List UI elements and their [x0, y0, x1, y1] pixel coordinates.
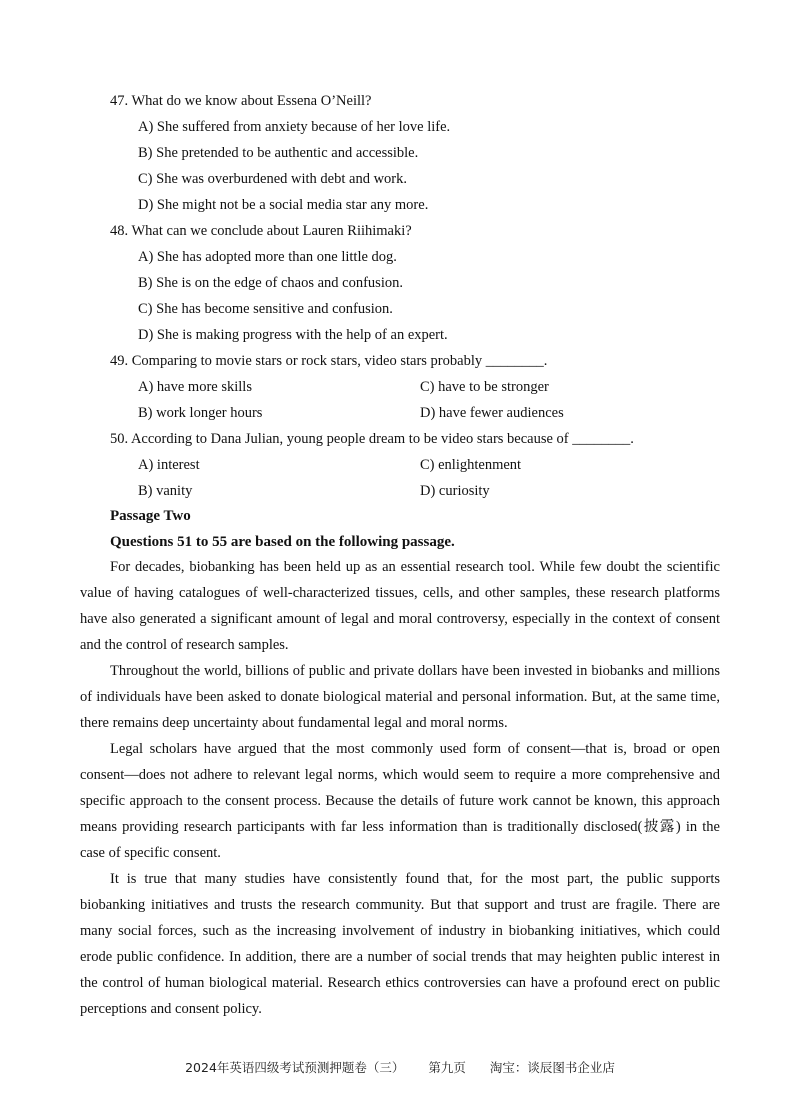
passage-paragraph-2	[80, 658, 720, 736]
passage-paragraph-4-text: It is true that many studies have consistently found that, for the most part, the public supports biobanking initiatives and trusts the research community. But that support and trust are fragile. There are many social forces, such as the increasing involvement of industry in biobanking initiatives, which could erode public confidence. In addition, there are a number of social trends that may heighten public interest in the control of human biological material. Research ethics controversies can have a profound erect on public perceptions and consent policy.	[80, 871, 720, 1017]
question-48-option-b: B) She is on the edge of chaos and confusion.	[138, 275, 403, 291]
question-47-option-d: D) She might not be a social media star any more.	[138, 197, 429, 213]
question-47-option-b: B) She pretended to be authentic and accessible.	[138, 145, 419, 161]
question-50-option-a: A) interest	[138, 457, 200, 473]
question-48-option-c: C) She has become sensitive and confusion.	[138, 301, 393, 317]
passage-paragraph-1	[80, 554, 720, 658]
page-footer	[0, 1058, 800, 1076]
question-49-option-a: A) have more skills	[138, 379, 252, 395]
question-49-option-b: B) work longer hours	[138, 405, 263, 421]
question-50-option-b: B) vanity	[138, 483, 193, 499]
passage-title: Passage Two	[110, 508, 191, 524]
question-48-option-d: D) She is making progress with the help of an expert.	[138, 327, 448, 343]
footer-title: 2024年英语四级考试预测押题卷（三）	[185, 1060, 405, 1075]
passage-paragraph-3	[80, 736, 720, 866]
passage-paragraph-1-text: For decades, biobanking has been held up as an essential research tool. While few doubt the scientific value of having catalogues of well-characterized tissues, cells, and other samples, these research platforms have also generated a significant amount of legal and moral controversy, especially in the context of consent and the control of research samples.	[80, 559, 720, 653]
question-50-stem: 50. According to Dana Julian, young people dream to be video stars because of ________.	[110, 431, 634, 447]
passage-paragraph-2-text: Throughout the world, billions of public and private dollars have been invested in biobanks and millions of individuals have been asked to donate biological material and personal information. But, at the same time, there remains deep uncertainty about fundamental legal and moral norms.	[80, 663, 720, 731]
question-47-stem: 47. What do we know about Essena O’Neill?	[110, 93, 372, 109]
question-49-option-c: C) have to be stronger	[420, 379, 549, 395]
passage-instruction: Questions 51 to 55 are based on the following passage.	[110, 534, 455, 550]
question-47-option-c: C) She was overburdened with debt and work.	[138, 171, 407, 187]
question-50-option-c: C) enlightenment	[420, 457, 522, 473]
footer-shop: 淘宝：谈辰图书企业店	[489, 1060, 615, 1075]
question-49-stem: 49. Comparing to movie stars or rock stars, video stars probably ________.	[110, 353, 548, 369]
question-49-option-d: D) have fewer audiences	[420, 405, 564, 421]
passage-paragraph-3-text: Legal scholars have argued that the most commonly used form of consent—that is, broad or open consent—does not adhere to relevant legal norms, which would seem to require a more comprehensive and specific approach to the consent process. Because the details of future work cannot be known, this approach means providing research participants with far less information than is traditionally disclosed(披露) in the case of specific consent.	[80, 741, 720, 861]
passage-paragraph-4	[80, 866, 720, 1022]
footer-page-number: 第九页	[428, 1060, 466, 1075]
question-47-option-a: A) She suffered from anxiety because of her love life.	[138, 119, 451, 135]
question-48-option-a: A) She has adopted more than one little dog.	[138, 249, 397, 265]
question-48-stem: 48. What can we conclude about Lauren Riihimaki?	[110, 223, 412, 239]
question-50-option-d: D) curiosity	[420, 483, 490, 499]
